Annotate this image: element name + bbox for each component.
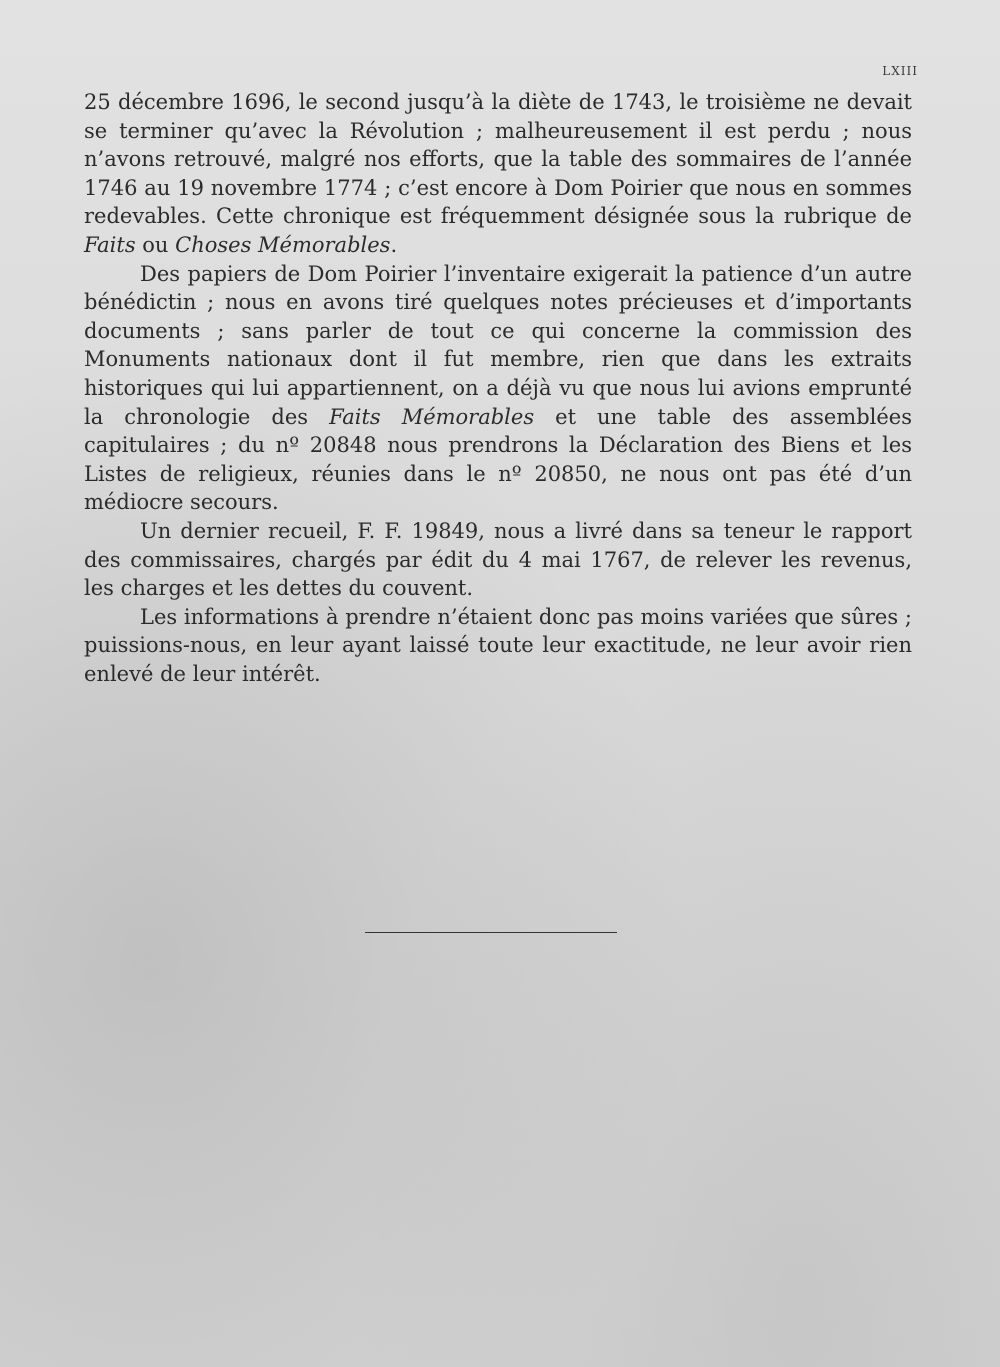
page-number: LXIII	[882, 64, 918, 78]
paragraph-2-end: et une table des assemblées capitulaires ; du nº 20848 nous prendrons la Déclaration des Biens et les Listes de religieux, réunies dans le nº 20850, ne nous ont pas été d’un médiocre secours.	[84, 404, 913, 515]
paragraph-3: Un dernier recueil, F. F. 19849, nous a livré dans sa teneur le rapport des commissaires, chargés par édit du 4 mai 1767, de relever les revenus, les charges et les dettes du couvent.	[84, 518, 912, 601]
section-end-rule	[365, 932, 617, 933]
italic-term-faits: Faits	[84, 232, 136, 257]
paragraph-1-end: .	[390, 232, 398, 257]
paragraph-1-text: 25 décembre 1696, le second jusqu’à la diète de 1743, le troisième ne devait se terminer qu’avec la Révolution ; malheureusement il est perdu ; nous n’avons retrouvé, malgré nos efforts, que la table des sommaires de l’année 1746 au 19 novembre 1774 ; c’est encore à Dom Poirier que nous en sommes redevables. Cette chronique est fréquemment désignée sous la rubrique de	[84, 90, 912, 229]
italic-term-choses-memorables: Choses Mémorables	[175, 232, 391, 257]
paragraph-1-conjunction: ou	[135, 232, 176, 257]
paragraph-1	[84, 88, 912, 260]
paragraph-2	[84, 260, 912, 517]
paragraph-4: Les informations à prendre n’étaient donc pas moins variées que sûres ; puissions-nous, en leur ayant laissé toute leur exactitude, ne leur avoir rien enlevé de leur intérêt.	[84, 604, 912, 686]
body-text	[84, 88, 912, 688]
italic-term-faits-memorables: Faits Mémorables	[329, 404, 535, 429]
paragraph-2-text: Des papiers de Dom Poirier l’inventaire exigerait la patience d’un autre bénédictin ; nous en avons tiré quelques notes précieuses et d’importants documents ; sans parler de tout ce qui concerne la commission des Monuments nationaux dont il fut membre, rien que dans les extraits historiques qui lui appartiennent, on a déjà vu que nous lui avions emprunté la chronologie des	[84, 261, 912, 429]
